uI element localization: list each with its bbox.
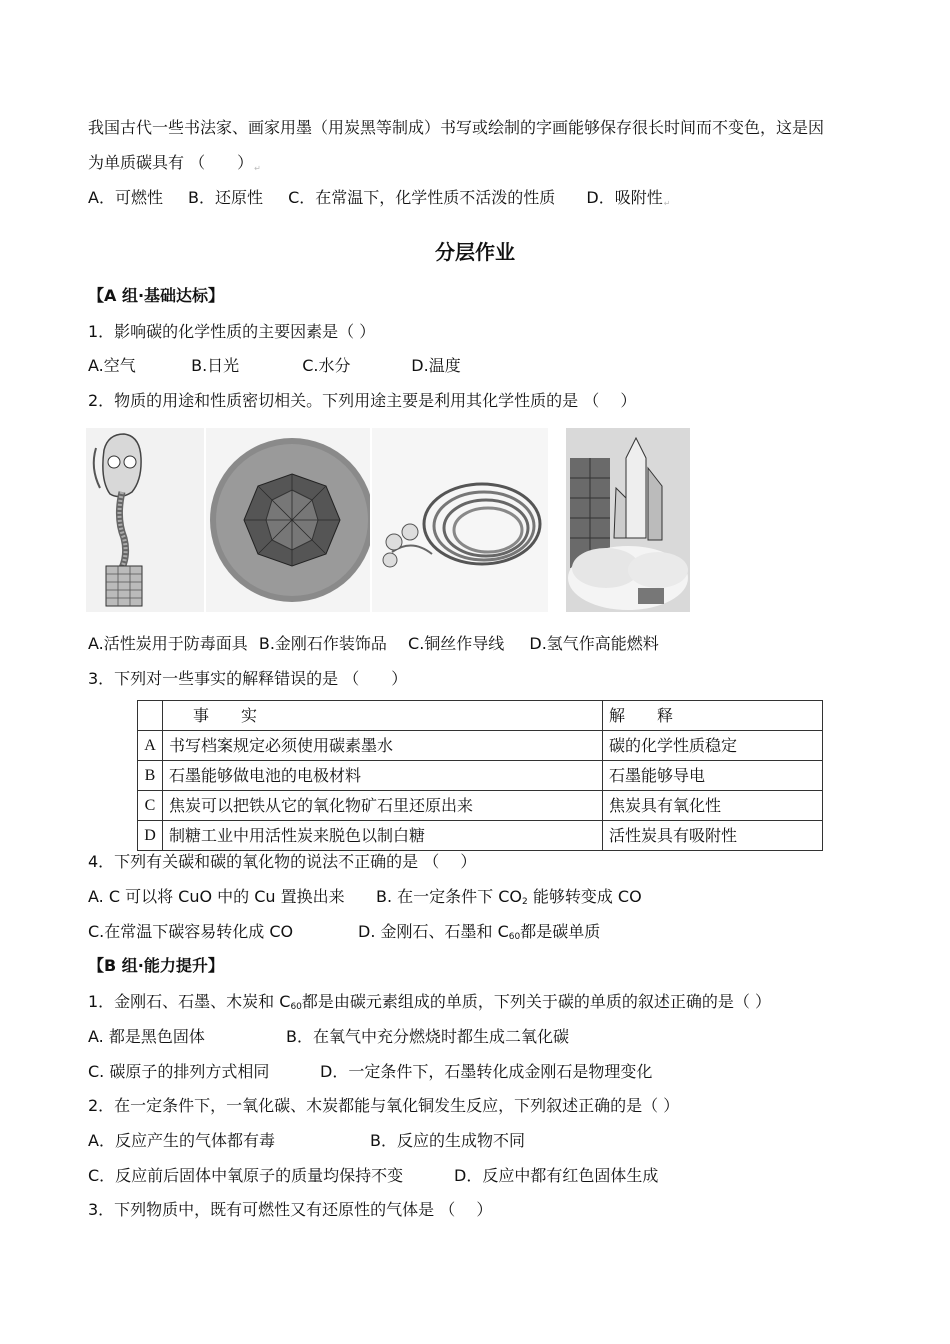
row-explanation: 碳的化学性质稳定 [603,731,823,761]
space-shuttle-figure [566,428,690,612]
a-q4-option-b [376,887,642,912]
a-q4-option-d [358,922,600,947]
b-q3-stem: 3．下列物质中，既有可燃性又有还原性的气体是 （ ） [88,1200,493,1219]
row-label: D [138,821,163,851]
table-header-fact: 事 实 [163,701,603,731]
intro-option-a: A．可燃性 [88,188,163,207]
b-q2-option-d: D．反应中都有红色固体生成 [454,1166,659,1185]
table-row [138,821,823,851]
row-explanation: 焦炭具有氧化性 [603,791,823,821]
a-q1-stem: 1．影响碳的化学性质的主要因素是（ ） [88,322,376,341]
group-a-label: 【A 组·基础达标】 [88,286,225,305]
a-q4-option-d-sub: 60 [508,932,521,942]
gas-mask-icon [86,428,204,612]
table-header-cell [138,701,163,731]
b-q2-option-a: A．反应产生的气体都有毒 [88,1131,275,1150]
a-q4-option-d-post: 都是碳单质 [520,922,601,941]
table-row [138,731,823,761]
b-q1-option-c: C. 碳原子的排列方式相同 [88,1062,270,1081]
b-q1-options-ab [88,1027,569,1047]
a-q4-option-a: A. C 可以将 CuO 中的 Cu 置换出来 [88,887,345,906]
diamond-figure [206,428,370,612]
intro-option-b: B．还原性 [188,188,264,207]
b-q1-stem-sub: 60 [290,1002,302,1012]
a-q1-option-a: A.空气 [88,356,136,375]
a-q2-option-d: D.氢气作高能燃料 [529,634,659,653]
row-fact: 书写档案规定必须使用碳素墨水 [163,731,603,761]
row-fact: 制糖工业中用活性炭来脱色以制白糖 [163,821,603,851]
row-explanation: 活性炭具有吸附性 [603,821,823,851]
b-q1-stem [88,992,771,1017]
a-q2-options [88,634,659,654]
a-q4-option-c: C.在常温下碳容易转化成 CO [88,922,294,941]
a-q2-option-c: C.铜丝作导线 [408,634,505,653]
a-q2-stem: 2．物质的用途和性质密切相关。下列用途主要是利用其化学性质的是 （ ） [88,391,637,410]
a-q1-option-d: D.温度 [411,356,461,375]
diamond-icon [206,428,370,612]
b-q2-options-cd [88,1166,658,1186]
b-q1-option-d: D．一定条件下，石墨转化成金刚石是物理变化 [320,1062,653,1081]
copper-wire-figure [372,428,548,612]
table-row [138,761,823,791]
group-b-label: 【B 组·能力提升】 [88,956,224,975]
intro-options: A．可燃性 B．还原性 C．在常温下，化学性质不活泼的性质 D．吸附性↵ [88,188,671,208]
intro-option-c: C．在常温下，化学性质不活泼的性质 [288,188,556,207]
table-row [138,791,823,821]
row-label: A [138,731,163,761]
a-q2-figures [86,428,692,614]
a-q4-option-b-sub: 2 [522,897,528,907]
a-q2-option-b: B.金刚石作装饰品 [258,634,387,653]
b-q1-option-b: B．在氧气中充分燃烧时都生成二氧化碳 [286,1027,569,1046]
copper-wire-icon [372,428,548,612]
a-q4-options-cd [88,922,600,947]
table-header-explanation: 解 释 [603,701,823,731]
row-fact: 焦炭可以把铁从它的氧化物矿石里还原出来 [163,791,603,821]
a-q4-stem: 4．下列有关碳和碳的氧化物的说法不正确的是 （ ） [88,852,477,871]
row-fact: 石墨能够做电池的电极材料 [163,761,603,791]
a-q4-options-ab [88,887,642,912]
b-q1-option-a: A. 都是黑色固体 [88,1027,205,1046]
facts-table [137,700,823,851]
a-q4-option-d-pre: D. 金刚石、石墨和 C [358,922,509,941]
b-q2-option-c: C．反应前后固体中氧原子的质量均保持不变 [88,1166,404,1185]
a-q1-option-c: C.水分 [302,356,351,375]
row-label: C [138,791,163,821]
b-q1-stem-pre: 1．金刚石、石墨、木炭和 C [88,992,291,1011]
row-explanation: 石墨能够导电 [603,761,823,791]
a-q4-option-b-post: 能够转变成 CO [527,887,642,906]
a-q3-stem: 3．下列对一些事实的解释错误的是 （ ） [88,669,408,688]
a-q4-option-b-pre: B. 在一定条件下 CO [376,887,523,906]
intro-line-2: 为单质碳具有 （ ）↵ [88,153,261,173]
intro-line-1: 我国古代一些书法家、画家用墨（用炭黑等制成）书写或绘制的字画能够保存很长时间而不变色，这是因 [88,118,825,137]
intro-option-d: D．吸附性 [586,188,663,207]
b-q2-option-b: B．反应的生成物不同 [370,1131,525,1150]
intro-stem-end: 为单质碳具有 （ ） [88,153,254,172]
b-q2-options-ab [88,1131,525,1151]
row-label: B [138,761,163,791]
gas-mask-figure [86,428,204,612]
b-q2-stem: 2．在一定条件下，一氧化碳、木炭都能与氧化铜发生反应，下列叙述正确的是（ ） [88,1096,680,1115]
space-shuttle-icon [566,428,690,612]
b-q1-options-cd [88,1062,652,1082]
a-q1-option-b: B.日光 [191,356,240,375]
a-q2-option-a: A.活性炭用于防毒面具 [88,634,248,653]
table-header-row [138,701,823,731]
a-q1-options [88,356,461,376]
b-q1-stem-post: 都是由碳元素组成的单质，下列关于碳的单质的叙述正确的是（ ） [301,992,771,1011]
section-title: 分层作业 [435,240,515,264]
